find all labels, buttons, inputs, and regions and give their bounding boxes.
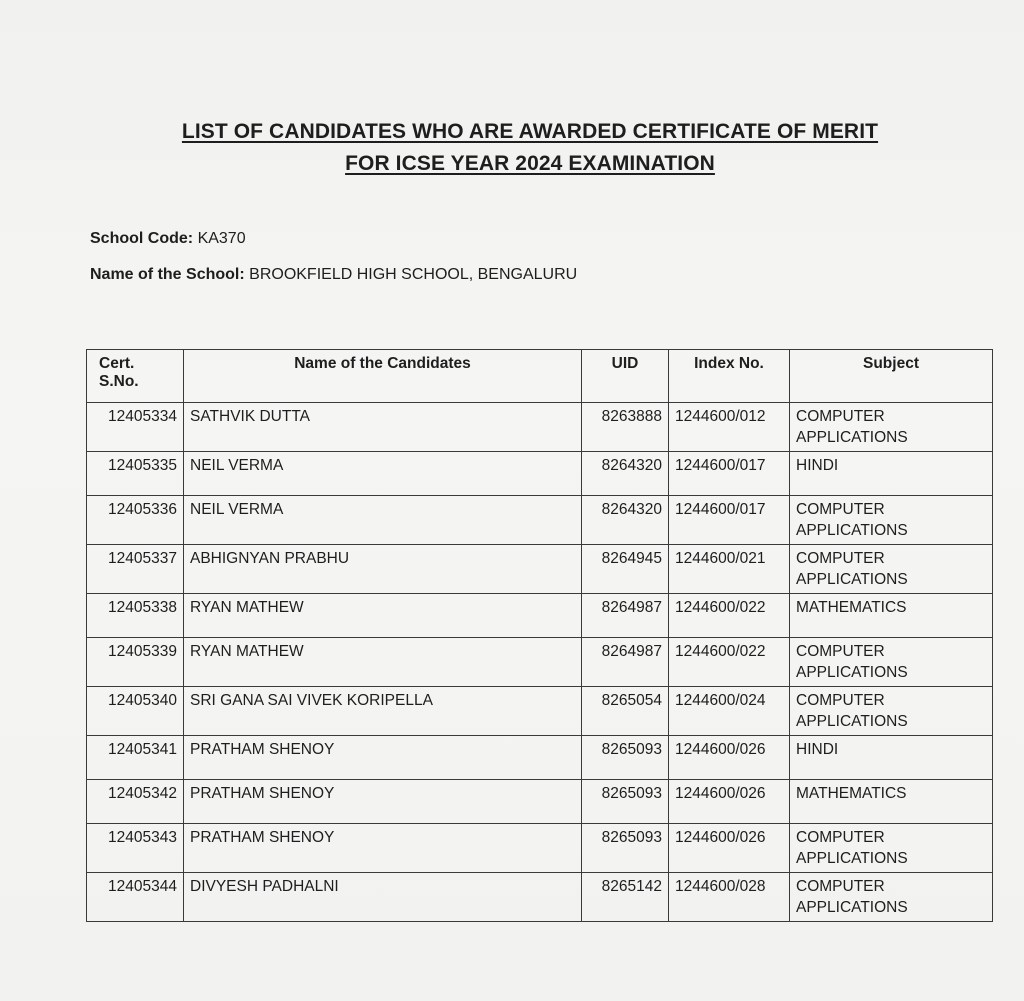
- cert-number-cell: 12405336: [87, 496, 184, 545]
- cert-number-cell: 12405344: [87, 873, 184, 922]
- subject-cell: HINDI: [790, 736, 993, 780]
- index-number-cell: 1244600/022: [669, 594, 790, 638]
- header-subject: Subject: [790, 350, 993, 403]
- subject-cell: MATHEMATICS: [790, 780, 993, 824]
- cert-number-cell: 12405342: [87, 780, 184, 824]
- school-code-value: KA370: [197, 230, 246, 247]
- uid-cell: 8265093: [582, 824, 669, 873]
- merit-table: [86, 349, 993, 922]
- header-row: [87, 350, 993, 403]
- title-line-1: LIST OF CANDIDATES WHO ARE AWARDED CERTIFICATE OF MERIT: [181, 120, 879, 143]
- subject-cell: COMPUTER APPLICATIONS: [790, 687, 993, 736]
- header-cert-line-2: S.No.: [99, 373, 139, 390]
- index-number-cell: 1244600/026: [669, 780, 790, 824]
- header-cert-sno: [87, 350, 184, 403]
- school-code-label: School Code:: [90, 230, 194, 247]
- index-number-cell: 1244600/026: [669, 736, 790, 780]
- school-name-value: BROOKFIELD HIGH SCHOOL, BENGALURU: [249, 266, 578, 283]
- cert-number-cell: 12405335: [87, 452, 184, 496]
- cert-number-cell: 12405337: [87, 545, 184, 594]
- subject-cell: COMPUTER APPLICATIONS: [790, 403, 993, 452]
- uid-cell: 8264945: [582, 545, 669, 594]
- table-row: [87, 594, 993, 638]
- uid-cell: 8265142: [582, 873, 669, 922]
- uid-cell: 8264987: [582, 594, 669, 638]
- uid-cell: 8265054: [582, 687, 669, 736]
- document-title: [80, 116, 980, 180]
- cert-number-cell: 12405338: [87, 594, 184, 638]
- uid-cell: 8264320: [582, 496, 669, 545]
- table-row: [87, 736, 993, 780]
- index-number-cell: 1244600/022: [669, 638, 790, 687]
- table-row: [87, 403, 993, 452]
- title-line-2: FOR ICSE YEAR 2024 EXAMINATION: [345, 152, 715, 175]
- candidate-name-cell: ABHIGNYAN PRABHU: [184, 545, 582, 594]
- table-row: [87, 687, 993, 736]
- candidate-name-cell: PRATHAM SHENOY: [184, 780, 582, 824]
- uid-cell: 8265093: [582, 736, 669, 780]
- uid-cell: 8264987: [582, 638, 669, 687]
- candidate-name-cell: PRATHAM SHENOY: [184, 824, 582, 873]
- uid-cell: 8264320: [582, 452, 669, 496]
- table-row: [87, 873, 993, 922]
- subject-cell: COMPUTER APPLICATIONS: [790, 873, 993, 922]
- table-row: [87, 496, 993, 545]
- index-number-cell: 1244600/017: [669, 452, 790, 496]
- candidate-name-cell: DIVYESH PADHALNI: [184, 873, 582, 922]
- candidate-name-cell: SATHVIK DUTTA: [184, 403, 582, 452]
- header-cert-line-1: Cert.: [99, 355, 135, 372]
- index-number-cell: 1244600/012: [669, 403, 790, 452]
- index-number-cell: 1244600/024: [669, 687, 790, 736]
- merit-table-header: [87, 350, 993, 403]
- subject-cell: HINDI: [790, 452, 993, 496]
- subject-cell: COMPUTER APPLICATIONS: [790, 496, 993, 545]
- header-uid: UID: [582, 350, 669, 403]
- index-number-cell: 1244600/017: [669, 496, 790, 545]
- subject-cell: COMPUTER APPLICATIONS: [790, 545, 993, 594]
- candidate-name-cell: NEIL VERMA: [184, 496, 582, 545]
- school-code-line: [90, 229, 246, 249]
- candidate-name-cell: NEIL VERMA: [184, 452, 582, 496]
- table-row: [87, 824, 993, 873]
- index-number-cell: 1244600/026: [669, 824, 790, 873]
- table-row: [87, 545, 993, 594]
- header-index: Index No.: [669, 350, 790, 403]
- uid-cell: 8263888: [582, 403, 669, 452]
- cert-number-cell: 12405343: [87, 824, 184, 873]
- school-name-label: Name of the School:: [90, 266, 245, 283]
- cert-number-cell: 12405340: [87, 687, 184, 736]
- school-name-line: [90, 265, 577, 285]
- header-name: Name of the Candidates: [184, 350, 582, 403]
- cert-number-cell: 12405341: [87, 736, 184, 780]
- candidate-name-cell: RYAN MATHEW: [184, 594, 582, 638]
- uid-cell: 8265093: [582, 780, 669, 824]
- table-row: [87, 638, 993, 687]
- merit-table-body: [87, 403, 993, 922]
- cert-number-cell: 12405334: [87, 403, 184, 452]
- subject-cell: MATHEMATICS: [790, 594, 993, 638]
- candidate-name-cell: RYAN MATHEW: [184, 638, 582, 687]
- cert-number-cell: 12405339: [87, 638, 184, 687]
- table-row: [87, 452, 993, 496]
- table-row: [87, 780, 993, 824]
- candidate-name-cell: PRATHAM SHENOY: [184, 736, 582, 780]
- index-number-cell: 1244600/021: [669, 545, 790, 594]
- subject-cell: COMPUTER APPLICATIONS: [790, 638, 993, 687]
- index-number-cell: 1244600/028: [669, 873, 790, 922]
- subject-cell: COMPUTER APPLICATIONS: [790, 824, 993, 873]
- candidate-name-cell: SRI GANA SAI VIVEK KORIPELLA: [184, 687, 582, 736]
